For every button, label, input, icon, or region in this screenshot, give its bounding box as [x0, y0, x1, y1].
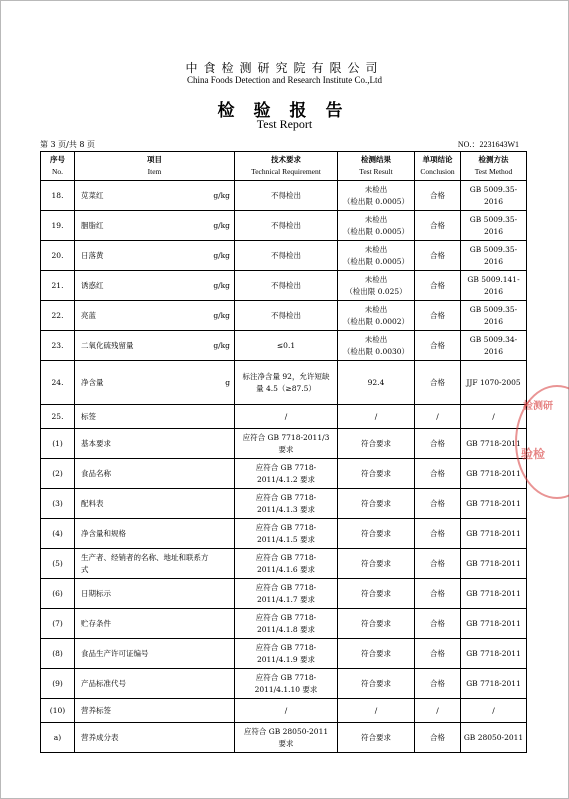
test-method: GB 7718-2011: [461, 609, 527, 639]
item-cell: [75, 405, 235, 429]
table-row: [41, 181, 527, 211]
item-cell: [75, 489, 235, 519]
item-cell: [75, 211, 235, 241]
item-unit: g/kg: [213, 340, 230, 350]
test-result: [338, 361, 415, 405]
detection-limit: （检出限 0.025）: [345, 286, 407, 296]
table-header: [41, 152, 527, 181]
company-name-cn: 中食检测研究院有限公司: [185, 61, 384, 75]
header-cn: 检测结果: [361, 155, 391, 164]
row-number: (10): [41, 699, 75, 723]
item-cell: [75, 459, 235, 489]
report-title-cn: 检验报告: [217, 101, 362, 121]
test-method: GB 7718-2011: [461, 489, 527, 519]
conclusion: 合格: [415, 429, 461, 459]
table-row: [41, 639, 527, 669]
header-en: Test Method: [474, 167, 513, 176]
stamp-text-top: 检测研: [523, 401, 553, 412]
table-row: [41, 669, 527, 699]
result-value: 符合要求: [361, 558, 391, 568]
table-row: [41, 301, 527, 331]
detection-limit: （检出限 0.0005）: [342, 226, 410, 236]
row-number: 18.: [41, 181, 75, 211]
result-value: 符合要求: [361, 618, 391, 628]
item-cell: [75, 579, 235, 609]
item-name: 净含量: [81, 377, 104, 387]
conclusion: 合格: [415, 639, 461, 669]
technical-requirement: ≤0.1: [235, 331, 338, 361]
technical-requirement: 应符合 GB 7718-2011/4.1.3 要求: [235, 489, 338, 519]
result-value: /: [374, 411, 378, 421]
item-unit: g/kg: [213, 250, 230, 260]
test-method: GB 7718-2011: [461, 459, 527, 489]
conclusion: 合格: [415, 723, 461, 753]
test-method: GB 7718-2011: [461, 579, 527, 609]
detection-limit: （检出限 0.0002）: [342, 316, 410, 326]
item-cell: [75, 301, 235, 331]
conclusion: /: [415, 405, 461, 429]
conclusion: /: [415, 699, 461, 723]
table-row: [41, 699, 527, 723]
test-method: GB 5009.35-2016: [461, 181, 527, 211]
item-name: 净含量和规格: [81, 528, 126, 538]
table-row: [41, 609, 527, 639]
row-number: a): [41, 723, 75, 753]
conclusion: 合格: [415, 549, 461, 579]
technical-requirement: 不得检出: [235, 181, 338, 211]
item-name: 营养标签: [81, 705, 111, 715]
test-method: GB 5009.35-2016: [461, 241, 527, 271]
test-method: JJF 1070-2005: [461, 361, 527, 405]
conclusion: 合格: [415, 579, 461, 609]
conclusion: 合格: [415, 301, 461, 331]
item-name: 生产者、经销者的名称、地址和联系方式: [81, 552, 209, 574]
item-cell: [75, 723, 235, 753]
result-value: 符合要求: [361, 498, 391, 508]
row-number: (3): [41, 489, 75, 519]
item-cell: [75, 609, 235, 639]
result-value: 符合要求: [361, 588, 391, 598]
technical-requirement: 应符合 GB 7718-2011/4.1.6 要求: [235, 549, 338, 579]
header-en: Item: [147, 167, 162, 176]
header-en: Test Result: [359, 167, 393, 176]
item-cell: [75, 241, 235, 271]
table-row: [41, 361, 527, 405]
test-result: [338, 489, 415, 519]
row-number: 19.: [41, 211, 75, 241]
detection-limit: （检出限 0.0005）: [342, 256, 410, 266]
conclusion: 合格: [415, 271, 461, 301]
report-number: NO.：2231643W1: [457, 140, 519, 149]
row-number: 24.: [41, 361, 75, 405]
row-number: 20.: [41, 241, 75, 271]
row-number: (4): [41, 519, 75, 549]
item-name: 苋菜红: [81, 190, 104, 200]
row-number: 21.: [41, 271, 75, 301]
item-name: 配料表: [81, 498, 104, 508]
header-cell: [461, 152, 527, 181]
result-value: 符合要求: [361, 438, 391, 448]
test-method: GB 7718-2011: [461, 519, 527, 549]
test-method: /: [461, 405, 527, 429]
test-result: [338, 301, 415, 331]
technical-requirement: /: [235, 699, 338, 723]
conclusion: 合格: [415, 211, 461, 241]
row-number: (5): [41, 549, 75, 579]
row-number: (7): [41, 609, 75, 639]
technical-requirement: 应符合 GB 7718-2011/3 要求: [235, 429, 338, 459]
row-number: (9): [41, 669, 75, 699]
item-name: 标签: [81, 411, 96, 421]
technical-requirement: 应符合 GB 7718-2011/4.1.5 要求: [235, 519, 338, 549]
header-cell: [415, 152, 461, 181]
test-result: [338, 579, 415, 609]
header-cn: 检测方法: [478, 155, 509, 164]
detection-limit: （检出限 0.0030）: [342, 346, 410, 356]
technical-requirement: 应符合 GB 7718-2011/4.1.9 要求: [235, 639, 338, 669]
header-cell: [41, 152, 75, 181]
result-value: 未检出: [364, 214, 388, 224]
row-number: 25.: [41, 405, 75, 429]
page-info: 第 3 页/共 8 页: [40, 140, 96, 149]
technical-requirement: /: [235, 405, 338, 429]
test-method: GB 5009.34-2016: [461, 331, 527, 361]
header-cell: [338, 152, 415, 181]
header-cn: 技术要求: [271, 155, 301, 164]
test-result: [338, 429, 415, 459]
conclusion: 合格: [415, 609, 461, 639]
item-name: 日期标示: [81, 588, 111, 598]
table-row: [41, 723, 527, 753]
item-cell: [75, 361, 235, 405]
test-result: [338, 609, 415, 639]
row-number: (6): [41, 579, 75, 609]
item-name: 胭脂红: [81, 220, 104, 230]
conclusion: 合格: [415, 361, 461, 405]
conclusion: 合格: [415, 669, 461, 699]
table-row: [41, 429, 527, 459]
test-method: GB 7718-2011: [461, 669, 527, 699]
technical-requirement: 不得检出: [235, 211, 338, 241]
item-name: 食品生产许可证编号: [81, 648, 149, 658]
item-cell: [75, 331, 235, 361]
conclusion: 合格: [415, 459, 461, 489]
test-result: [338, 459, 415, 489]
test-result: [338, 181, 415, 211]
header-cell: [75, 152, 235, 181]
technical-requirement: 应符合 GB 28050-2011 要求: [235, 723, 338, 753]
item-cell: [75, 271, 235, 301]
test-method: GB 5009.141-2016: [461, 271, 527, 301]
result-value: /: [374, 705, 378, 715]
header-cell: [235, 152, 338, 181]
row-number: (1): [41, 429, 75, 459]
item-name: 食品名称: [81, 468, 111, 478]
table-row: [41, 211, 527, 241]
item-cell: [75, 429, 235, 459]
test-result: [338, 519, 415, 549]
table-row: [41, 331, 527, 361]
company-name-en: China Foods Detection and Research Institute Co.,Ltd: [187, 75, 382, 85]
technical-requirement: 应符合 GB 7718-2011/4.1.10 要求: [235, 669, 338, 699]
header-en: Conclusion: [420, 167, 455, 176]
header-row: [41, 152, 527, 181]
header-en: Technical Requirement: [251, 167, 321, 176]
test-result: [338, 331, 415, 361]
technical-requirement: 不得检出: [235, 301, 338, 331]
row-number: (2): [41, 459, 75, 489]
result-value: 符合要求: [361, 732, 391, 742]
test-method: GB 28050-2011: [461, 723, 527, 753]
header-cn: 单项结论: [422, 155, 453, 164]
item-cell: [75, 639, 235, 669]
header-en: No.: [51, 167, 64, 176]
item-unit: g/kg: [213, 190, 230, 200]
conclusion: 合格: [415, 181, 461, 211]
result-value: 未检出: [364, 184, 388, 194]
technical-requirement: 应符合 GB 7718-2011/4.1.7 要求: [235, 579, 338, 609]
item-name: 日落黄: [81, 250, 104, 260]
table-row: [41, 579, 527, 609]
result-value: 未检出: [364, 304, 388, 314]
item-unit: g/kg: [213, 310, 230, 320]
table-row: [41, 459, 527, 489]
technical-requirement: 应符合 GB 7718-2011/4.1.8 要求: [235, 609, 338, 639]
test-method: GB 7718-2011: [461, 639, 527, 669]
item-unit: g: [225, 377, 230, 387]
table-row: [41, 519, 527, 549]
table-row: [41, 405, 527, 429]
technical-requirement: 标注净含量 92，允许短缺量 4.5（≥87.5）: [235, 361, 338, 405]
conclusion: 合格: [415, 489, 461, 519]
result-value: 未检出: [364, 334, 388, 344]
conclusion: 合格: [415, 241, 461, 271]
technical-requirement: 应符合 GB 7718-2011/4.1.2 要求: [235, 459, 338, 489]
test-method: GB 5009.35-2016: [461, 211, 527, 241]
test-result: [338, 211, 415, 241]
test-result: [338, 723, 415, 753]
technical-requirement: 不得检出: [235, 241, 338, 271]
item-name: 亮蓝: [81, 310, 96, 320]
report-title-en: Test Report: [256, 117, 313, 131]
item-cell: [75, 669, 235, 699]
result-value: 未检出: [364, 274, 388, 284]
result-value: 未检出: [364, 244, 388, 254]
item-cell: [75, 549, 235, 579]
item-name: 产品标准代号: [81, 678, 126, 688]
test-result: [338, 549, 415, 579]
item-name: 基本要求: [81, 438, 111, 448]
conclusion: 合格: [415, 519, 461, 549]
conclusion: 合格: [415, 331, 461, 361]
technical-requirement: 不得检出: [235, 271, 338, 301]
item-name: 诱惑红: [81, 280, 104, 290]
item-name: 贮存条件: [81, 618, 111, 628]
item-unit: g/kg: [213, 280, 230, 290]
header-cn: 序号: [50, 155, 65, 164]
test-method: GB 7718-2011: [461, 429, 527, 459]
item-cell: [75, 519, 235, 549]
test-result: [338, 699, 415, 723]
item-name: 营养成分表: [81, 732, 119, 742]
result-value: 符合要求: [361, 678, 391, 688]
test-result: [338, 639, 415, 669]
item-name: 二氧化硫残留量: [81, 340, 134, 350]
stamp-text-mid: 验检: [521, 447, 546, 461]
table-body: [41, 181, 527, 753]
table-row: [41, 549, 527, 579]
row-number: (8): [41, 639, 75, 669]
result-value: 符合要求: [361, 648, 391, 658]
table-row: [41, 241, 527, 271]
item-cell: [75, 181, 235, 211]
test-method: GB 5009.35-2016: [461, 301, 527, 331]
header-cn: 项目: [147, 155, 162, 164]
result-value: 符合要求: [361, 468, 391, 478]
test-method: GB 7718-2011: [461, 549, 527, 579]
table-row: [41, 271, 527, 301]
result-value: 符合要求: [361, 528, 391, 538]
row-number: 22.: [41, 301, 75, 331]
result-value: 92.4: [367, 377, 385, 387]
item-unit: g/kg: [213, 220, 230, 230]
test-result: [338, 271, 415, 301]
table-row: [41, 489, 527, 519]
test-result: [338, 241, 415, 271]
test-method: /: [461, 699, 527, 723]
test-results-table: [40, 151, 527, 753]
test-result: [338, 669, 415, 699]
detection-limit: （检出限 0.0005）: [342, 196, 410, 206]
row-number: 23.: [41, 331, 75, 361]
test-result: [338, 405, 415, 429]
item-cell: [75, 699, 235, 723]
